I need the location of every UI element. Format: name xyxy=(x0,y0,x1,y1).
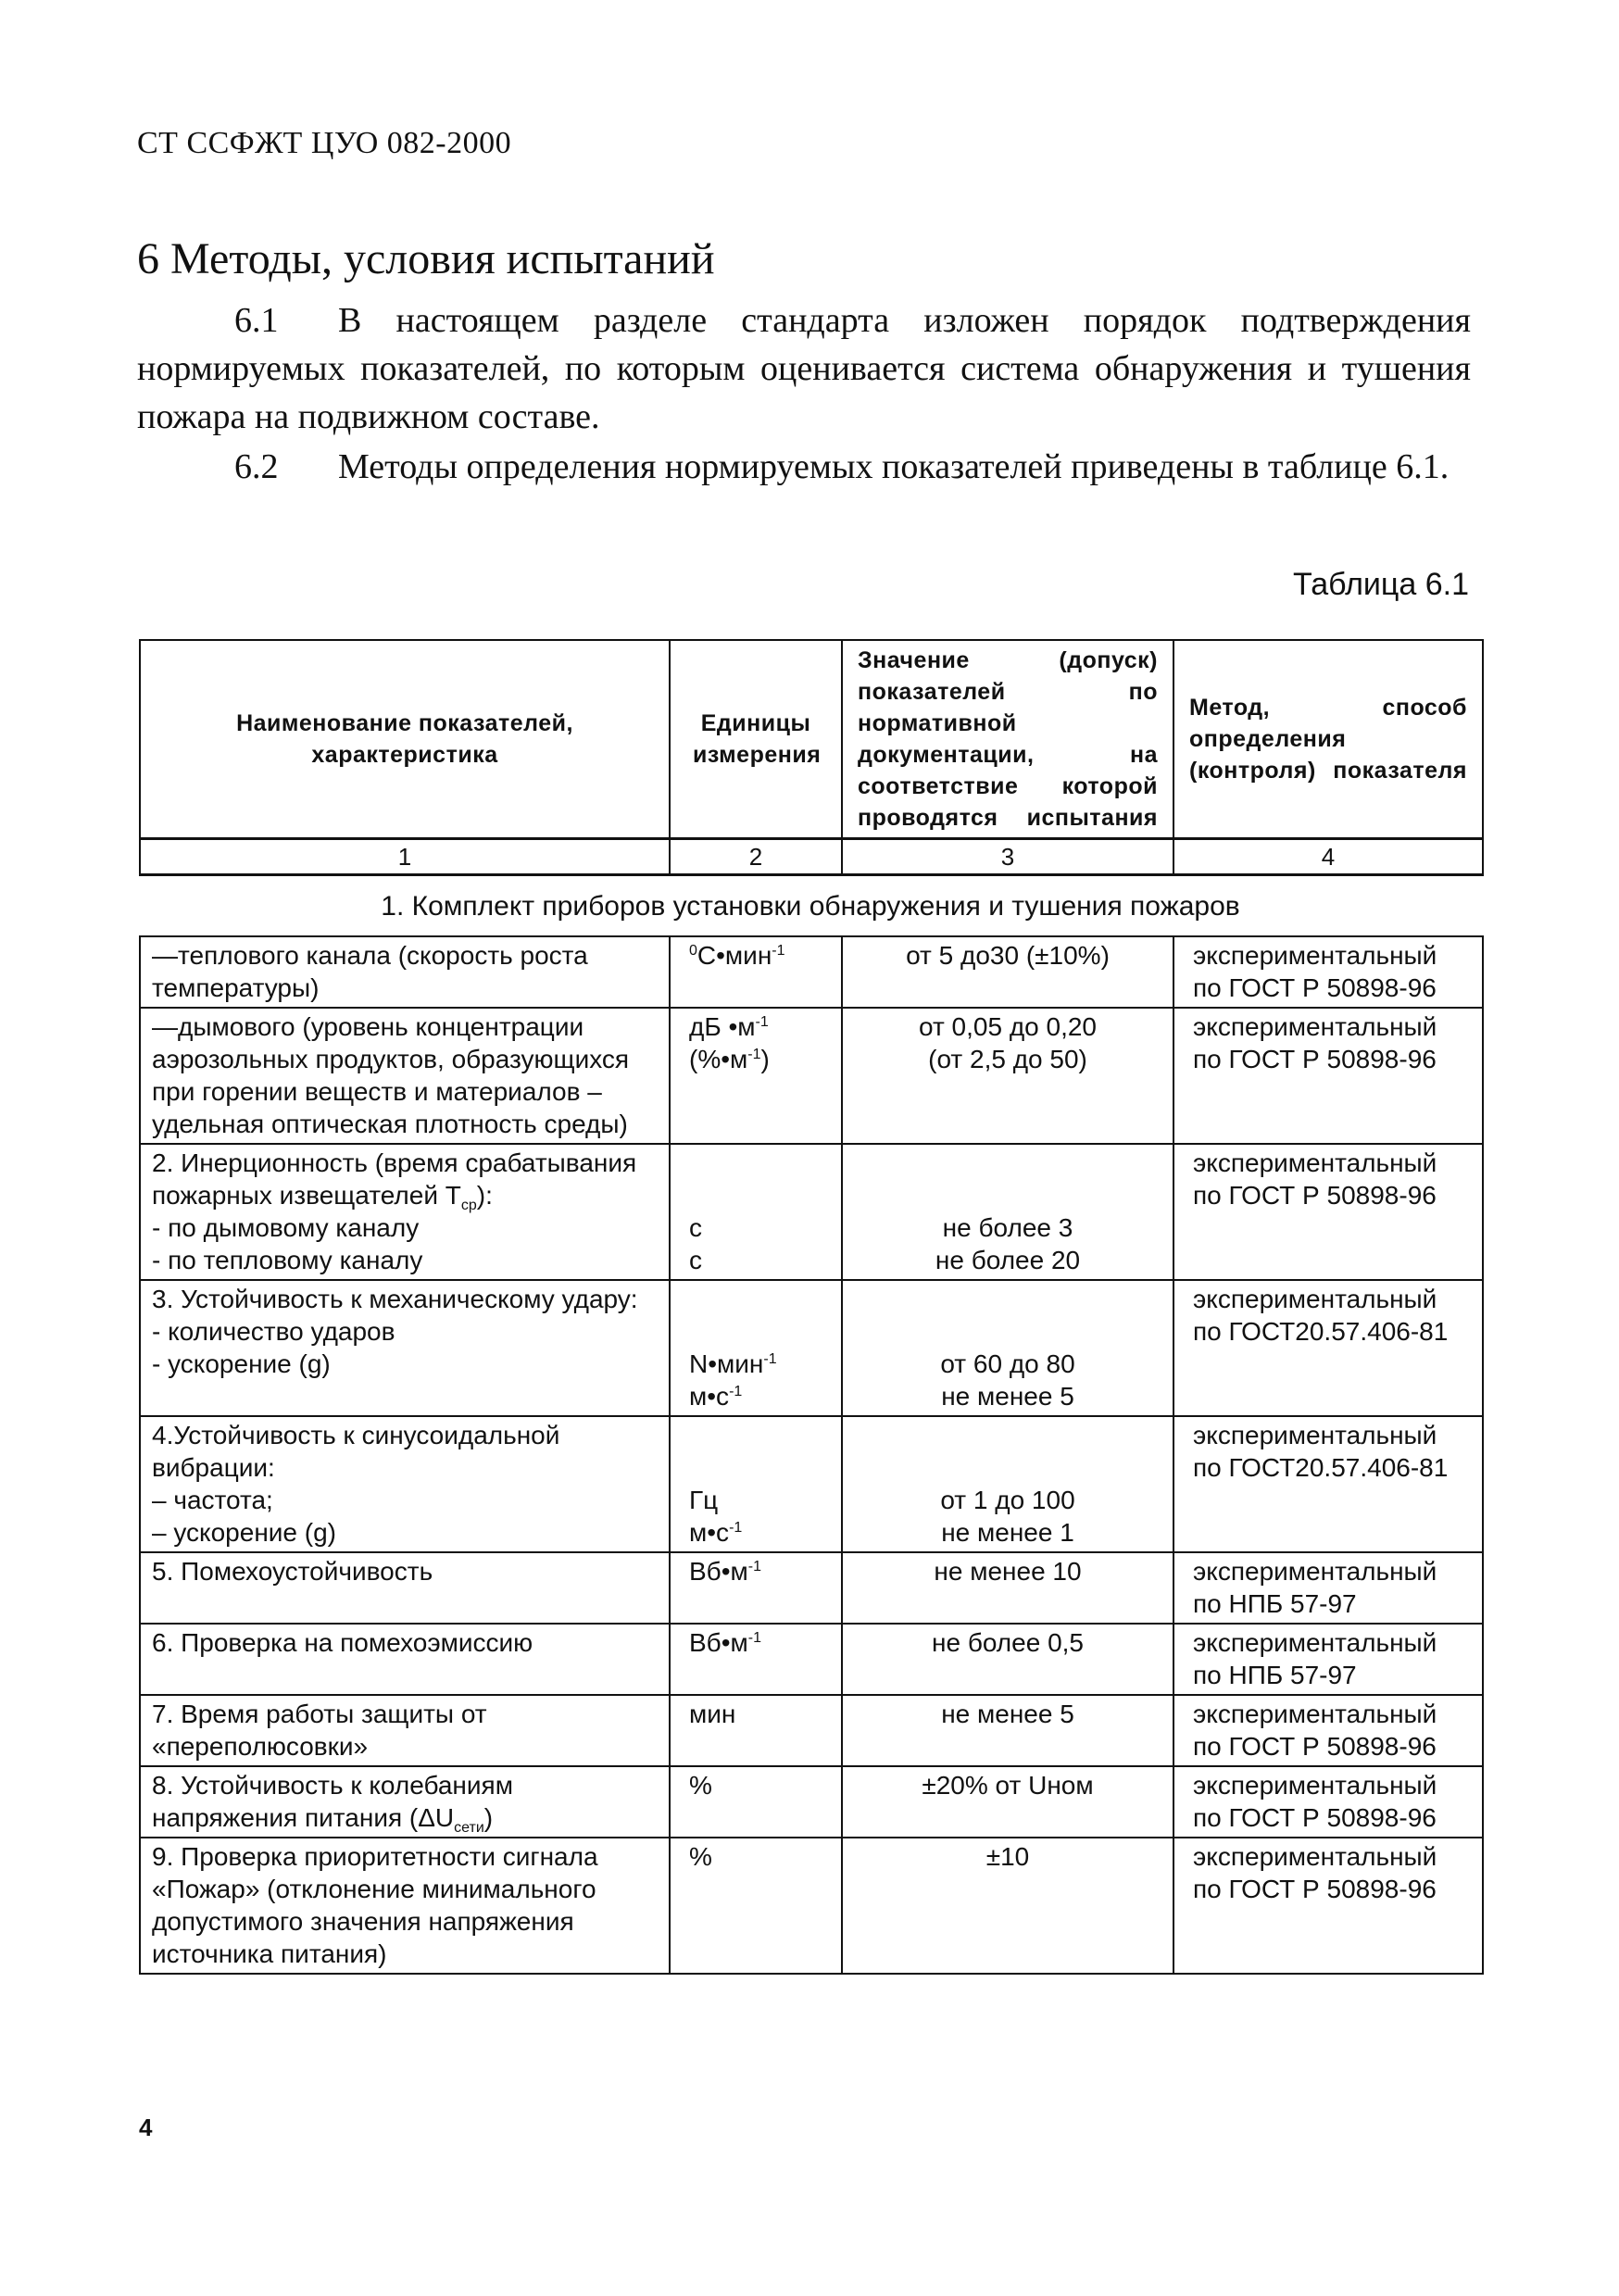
value-line: от 1 до 100 xyxy=(940,1486,1075,1514)
cell-unit xyxy=(670,1008,842,1144)
column-number: 4 xyxy=(1173,839,1483,875)
cell-method xyxy=(1173,1838,1483,1974)
name-line: 7. Время работы защиты от «переполюсовки» xyxy=(152,1700,487,1761)
cell-method xyxy=(1173,1008,1483,1144)
cell-value xyxy=(842,1008,1173,1144)
table-row xyxy=(140,1838,1483,1974)
table-caption: Таблица 6.1 xyxy=(1292,567,1469,602)
value-line: не менее 5 xyxy=(941,1382,1074,1411)
method-line: по ГОСТ Р 50898-96 xyxy=(1193,1732,1437,1761)
cell-value xyxy=(842,1144,1173,1280)
value-line: ±20% от Uном xyxy=(922,1771,1094,1800)
name-line: 2. Инерционность (время срабатывания пожарных извещателей $T_{ср}$): xyxy=(152,1148,637,1213)
column-number: 3 xyxy=(842,839,1173,875)
table-row xyxy=(140,1280,1483,1416)
unit-line: с xyxy=(689,1246,702,1274)
method-line: экспериментальный xyxy=(1193,1628,1437,1657)
unit-line: $^0$С•мин$^{-1}$ xyxy=(689,941,785,970)
table-row xyxy=(140,1552,1483,1624)
unit-line xyxy=(689,1283,837,1315)
group-title: 1. Комплект приборов установки обнаружения и тушения пожаров xyxy=(381,891,1240,922)
cell-name xyxy=(140,1552,670,1624)
value-line xyxy=(847,1147,1169,1179)
cell-method xyxy=(1173,936,1483,1008)
unit-line xyxy=(689,1147,837,1179)
name-line: —теплового канала (скорость роста температуры) xyxy=(152,941,588,1002)
value-line xyxy=(847,1451,1169,1484)
unit-line: Гц xyxy=(689,1486,719,1514)
method-line: экспериментальный xyxy=(1193,1700,1437,1728)
value-line: (от 2,5 до 50) xyxy=(928,1045,1087,1073)
cell-unit xyxy=(670,1624,842,1695)
method-line: по НПБ 57-97 xyxy=(1193,1589,1357,1618)
unit-line: % xyxy=(689,1771,712,1800)
cell-unit xyxy=(670,1766,842,1838)
unit-line xyxy=(689,1451,837,1484)
cell-method xyxy=(1173,1695,1483,1766)
value-line: не более 20 xyxy=(935,1246,1081,1274)
cell-method xyxy=(1173,1552,1483,1624)
method-line: по ГОСТ20.57.406-81 xyxy=(1193,1317,1449,1346)
method-line: по ГОСТ Р 50898-96 xyxy=(1193,1181,1437,1210)
cell-value xyxy=(842,1766,1173,1838)
paragraph-text: В настоящем разделе стандарта изложен порядок подтверждения нормируемых показателей, по которым оценивается система обнаружения и тушения пожара на подвижном составе. xyxy=(137,301,1471,436)
cell-value xyxy=(842,1552,1173,1624)
cell-name xyxy=(140,1144,670,1280)
cell-name xyxy=(140,1838,670,1974)
table-row xyxy=(140,936,1483,1008)
value-line: не менее 5 xyxy=(941,1700,1074,1728)
cell-value xyxy=(842,1624,1173,1695)
name-line: —дымового (уровень концентрации аэрозольных продуктов, образующихся при горении веществ и материалов – удельная оптическая плотность среды) xyxy=(152,1012,630,1138)
cell-unit xyxy=(670,1416,842,1552)
table-row xyxy=(140,1624,1483,1695)
method-line: экспериментальный xyxy=(1193,1012,1437,1041)
value-line xyxy=(847,1179,1169,1211)
cell-name xyxy=(140,1280,670,1416)
cell-unit xyxy=(670,1695,842,1766)
cell-unit xyxy=(670,1552,842,1624)
table-body xyxy=(140,936,1483,1974)
document-id: СТ ССФЖТ ЦУО 082-2000 xyxy=(137,126,512,160)
name-line: – ускорение (g) xyxy=(152,1518,336,1547)
name-line: 6. Проверка на помехоэмиссию xyxy=(152,1628,533,1657)
cell-name xyxy=(140,1008,670,1144)
section-title: 6 Методы, условия испытаний xyxy=(137,234,715,283)
column-number: 2 xyxy=(670,839,842,875)
method-line: по ГОСТ Р 50898-96 xyxy=(1193,1875,1437,1903)
unit-line: $м•с^{-1}$ xyxy=(689,1382,743,1411)
cell-name xyxy=(140,1766,670,1838)
cell-value xyxy=(842,1838,1173,1974)
unit-line: $(\%•м^{-1})$ xyxy=(689,1045,770,1073)
cell-method xyxy=(1173,1144,1483,1280)
cell-name xyxy=(140,936,670,1008)
method-line: экспериментальный xyxy=(1193,1285,1437,1313)
cell-value xyxy=(842,1280,1173,1416)
cell-value xyxy=(842,1695,1173,1766)
cell-method xyxy=(1173,1766,1483,1838)
paragraph-text: Методы определения нормируемых показателей приведены в таблице 6.1. xyxy=(338,447,1450,486)
unit-line: с xyxy=(689,1213,702,1242)
value-line xyxy=(847,1419,1169,1451)
cell-method xyxy=(1173,1416,1483,1552)
name-line: – частота; xyxy=(152,1486,273,1514)
unit-line: мин xyxy=(689,1700,736,1728)
value-line xyxy=(847,1283,1169,1315)
name-line: 4.Устойчивость к синусоидальной вибрации: xyxy=(152,1421,560,1482)
table-header xyxy=(139,639,1484,876)
cell-value xyxy=(842,1416,1173,1552)
header-name: Наименование показателей, характеристика xyxy=(140,640,670,839)
table-row xyxy=(140,1144,1483,1280)
cell-name xyxy=(140,1695,670,1766)
cell-unit xyxy=(670,1280,842,1416)
unit-line xyxy=(689,1419,837,1451)
cell-unit xyxy=(670,936,842,1008)
cell-name xyxy=(140,1624,670,1695)
method-line: по ГОСТ20.57.406-81 xyxy=(1193,1453,1449,1482)
name-line: 5. Помехоустойчивость xyxy=(152,1557,433,1586)
unit-line: $м•с^{-1}$ xyxy=(689,1518,743,1547)
column-number: 1 xyxy=(140,839,670,875)
value-line: ±10 xyxy=(985,1842,1030,1871)
table-row xyxy=(140,1416,1483,1552)
value-line xyxy=(847,1315,1169,1348)
cell-unit xyxy=(670,1144,842,1280)
name-line: - по тепловому каналу xyxy=(152,1246,423,1274)
method-line: по ГОСТ Р 50898-96 xyxy=(1193,973,1437,1002)
method-line: экспериментальный xyxy=(1193,941,1437,970)
name-line: - количество ударов xyxy=(152,1317,395,1346)
method-line: экспериментальный xyxy=(1193,1771,1437,1800)
paragraph-6-2 xyxy=(137,443,1471,491)
cell-unit xyxy=(670,1838,842,1974)
header-method: Метод, способ определения (контроля) показателя xyxy=(1173,640,1483,839)
value-line: от 5 до30 (±10%) xyxy=(906,941,1110,970)
method-line: по НПБ 57-97 xyxy=(1193,1661,1357,1689)
value-line: от 60 до 80 xyxy=(940,1349,1075,1378)
unit-line xyxy=(689,1315,837,1348)
paragraph-number: 6.1 xyxy=(234,301,279,340)
paragraph-number: 6.2 xyxy=(234,447,279,486)
value-line: не более 0,5 xyxy=(932,1628,1084,1657)
table-row xyxy=(140,1766,1483,1838)
unit-line: $Вб•м^{-1}$ xyxy=(689,1557,761,1586)
cell-method xyxy=(1173,1624,1483,1695)
unit-line: N•мин$^{-1}$ xyxy=(689,1349,777,1378)
value-line: не более 3 xyxy=(942,1213,1073,1242)
cell-name xyxy=(140,1416,670,1552)
name-line: 8. Устойчивость к колебаниям напряжения питания $(\Delta U_{сети})$ xyxy=(152,1771,513,1836)
header-value: Значение (допуск) показателей по нормативной документации, на соответствие которой проводятся испытания xyxy=(842,640,1173,839)
cell-value xyxy=(842,936,1173,1008)
method-line: экспериментальный xyxy=(1193,1421,1437,1449)
paragraph-6-1 xyxy=(137,296,1471,441)
unit-line: % xyxy=(689,1842,712,1871)
method-line: экспериментальный xyxy=(1193,1842,1437,1871)
value-line: от 0,05 до 0,20 xyxy=(918,1012,1098,1041)
cell-method xyxy=(1173,1280,1483,1416)
table-row xyxy=(140,1695,1483,1766)
page-number: 4 xyxy=(139,2114,153,2141)
name-line: 9. Проверка приоритетности сигнала «Пожар» (отклонение минимального допустимого значения напряжения источника питания) xyxy=(152,1842,598,1968)
name-line: 3. Устойчивость к механическому удару: xyxy=(152,1285,638,1313)
value-line: не менее 10 xyxy=(934,1557,1082,1586)
method-line: экспериментальный xyxy=(1193,1148,1437,1177)
indicators-table xyxy=(139,935,1484,1975)
name-line: - по дымовому каналу xyxy=(152,1213,420,1242)
method-line: экспериментальный xyxy=(1193,1557,1437,1586)
method-line: по ГОСТ Р 50898-96 xyxy=(1193,1803,1437,1832)
header-unit: Единицы измерения xyxy=(670,640,842,839)
name-line: - ускорение (g) xyxy=(152,1349,331,1378)
unit-line xyxy=(689,1179,837,1211)
unit-line: $Вб•м^{-1}$ xyxy=(689,1628,761,1657)
table-row xyxy=(140,1008,1483,1144)
value-line: не менее 1 xyxy=(941,1518,1074,1547)
method-line: по ГОСТ Р 50898-96 xyxy=(1193,1045,1437,1073)
unit-line: дБ $•м^{-1}$ xyxy=(689,1012,769,1041)
